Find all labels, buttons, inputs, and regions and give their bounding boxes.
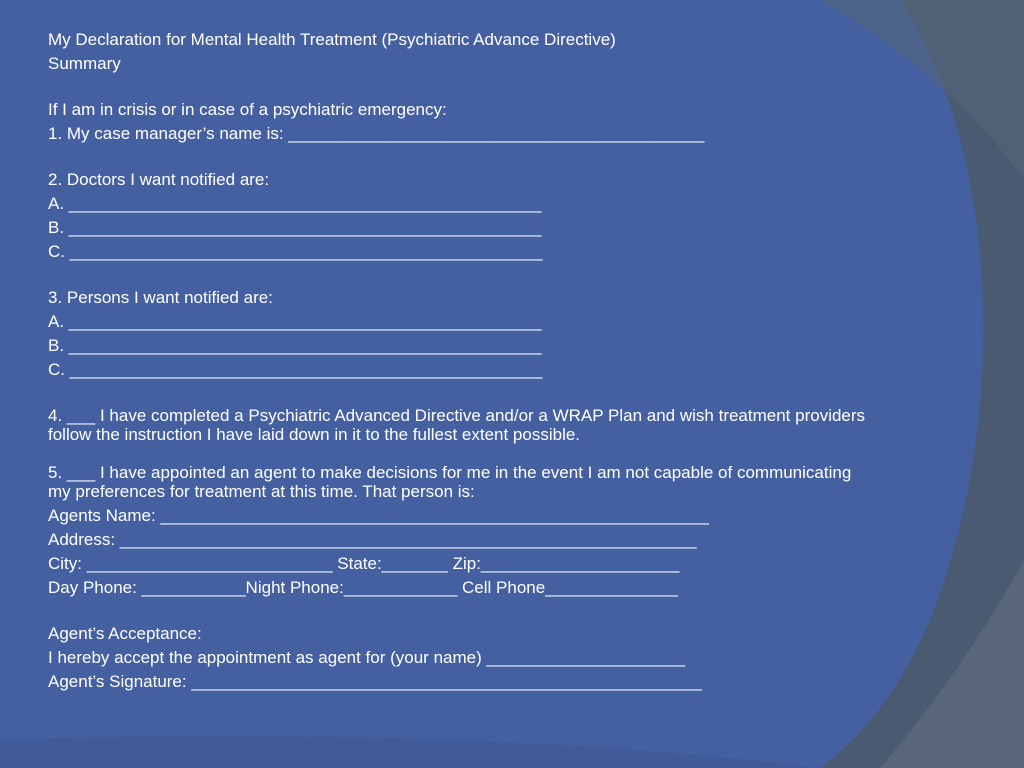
doctors-heading: 2. Doctors I want notified are: [48, 170, 270, 189]
declaration-form [48, 28, 868, 694]
acceptance-text: I hereby accept the appointment as agent for (your name) _____________________ [48, 648, 686, 667]
doctor-field-a: A. __________________________________________________ [48, 194, 542, 213]
person-field-b: B. __________________________________________________ [48, 336, 542, 355]
phone-fields: Day Phone: ___________Night Phone:____________ Cell Phone______________ [48, 578, 678, 597]
doctor-field-c: C. __________________________________________________ [48, 242, 543, 261]
case-manager-field: 1. My case manager’s name is: ____________________________________________ [48, 124, 705, 143]
doctor-field-b: B. __________________________________________________ [48, 218, 542, 237]
item-4-advance-directive: 4. ___ I have completed a Psychiatric Advanced Directive and/or a WRAP Plan and wish treatment providers follow the instruction I have laid down in it to the fullest extent possible. [48, 406, 866, 444]
agent-name-field: Agents Name: __________________________________________________________ [48, 506, 709, 525]
persons-heading: 3. Persons I want notified are: [48, 288, 273, 307]
crisis-intro: If I am in crisis or in case of a psychiatric emergency: [48, 100, 447, 119]
person-field-a: A. __________________________________________________ [48, 312, 542, 331]
acceptance-heading: Agent’s Acceptance: [48, 624, 202, 643]
form-title: My Declaration for Mental Health Treatment (Psychiatric Advance Directive) [48, 30, 616, 49]
agent-signature-field: Agent’s Signature: ______________________________________________________ [48, 672, 702, 691]
person-field-c: C. __________________________________________________ [48, 360, 543, 379]
form-subtitle: Summary [48, 54, 121, 73]
item-5-agent-appointment: 5. ___ I have appointed an agent to make decisions for me in the event I am not capable of communicating my preferences for treatment at this time. That person is: [48, 463, 852, 501]
address-field: Address: _____________________________________________________________ [48, 530, 697, 549]
city-state-zip-field: City: __________________________ State:_______ Zip:_____________________ [48, 554, 680, 573]
